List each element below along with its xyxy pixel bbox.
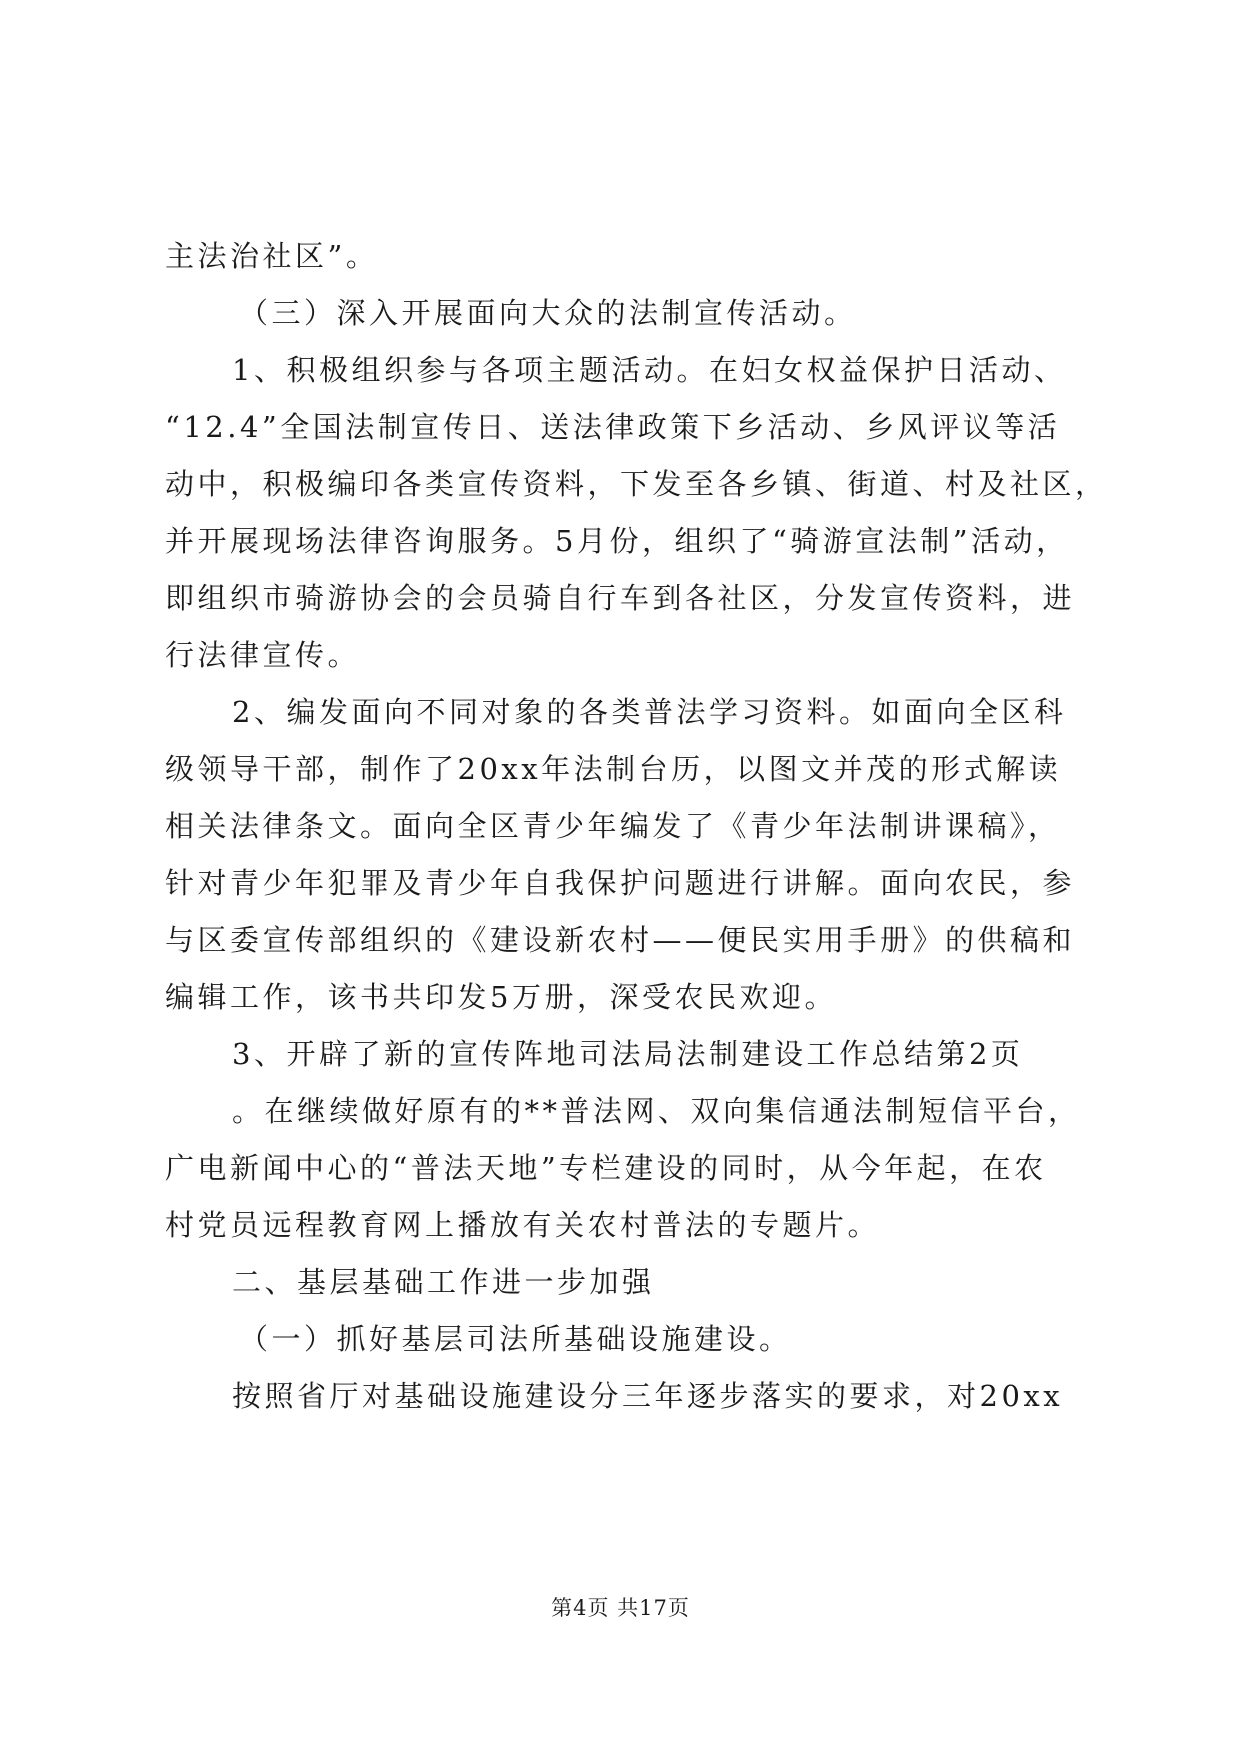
- body-line: 村党员远程教育网上播放有关农村普法的专题片。: [165, 1208, 881, 1242]
- body-line: 1、积极组织参与各项主题活动。在妇女权益保护日活动、: [232, 353, 1067, 387]
- body-line: 主法治社区”。: [165, 239, 379, 273]
- body-line: 针对青少年犯罪及青少年自我保护问题进行讲解。面向农民，参: [165, 866, 1076, 900]
- section-heading: 二、基层基础工作进一步加强: [232, 1265, 655, 1299]
- body-line: 广电新闻中心的“普法天地”专栏建设的同时，从今年起，在农: [165, 1151, 1047, 1185]
- body-line: 动中，积极编印各类宣传资料，下发至各乡镇、街道、村及社区，: [165, 467, 1108, 501]
- section-heading: （三）深入开展面向大众的法制宣传活动。: [239, 296, 857, 330]
- body-line: “12.4”全国法制宣传日、送法律政策下乡活动、乡风评议等活: [165, 410, 1061, 444]
- body-line: 与区委宣传部组织的《建设新农村——便民实用手册》的供稿和: [165, 923, 1076, 957]
- body-line: 并开展现场法律咨询服务。5月份，组织了“骑游宣法制”活动，: [165, 524, 1069, 558]
- body-line: 即组织市骑游协会的会员骑自行车到各社区，分发宣传资料，进: [165, 581, 1076, 615]
- body-line: 行法律宣传。: [165, 638, 361, 672]
- body-line: 。在继续做好原有的**普法网、双向集信通法制短信平台，: [232, 1094, 1081, 1128]
- section-heading: （一）抓好基层司法所基础设施建设。: [239, 1322, 792, 1356]
- body-line: 按照省厅对基础设施建设分三年逐步落实的要求，对20xx: [232, 1379, 1064, 1413]
- body-line: 级领导干部，制作了20xx年法制台历，以图文并茂的形式解读: [165, 752, 1062, 786]
- body-line: 3、开辟了新的宣传阵地司法局法制建设工作总结第2页: [232, 1037, 1024, 1071]
- body-line: 相关法律条文。面向全区青少年编发了《青少年法制讲课稿》，: [165, 809, 1061, 843]
- body-line: 编辑工作，该书共印发5万册，深受农民欢迎。: [165, 980, 837, 1014]
- page-number-footer: 第4页 共17页: [551, 1596, 690, 1620]
- document-body: [165, 228, 1108, 1425]
- body-line: 2、编发面向不同对象的各类普法学习资料。如面向全区科: [232, 695, 1067, 729]
